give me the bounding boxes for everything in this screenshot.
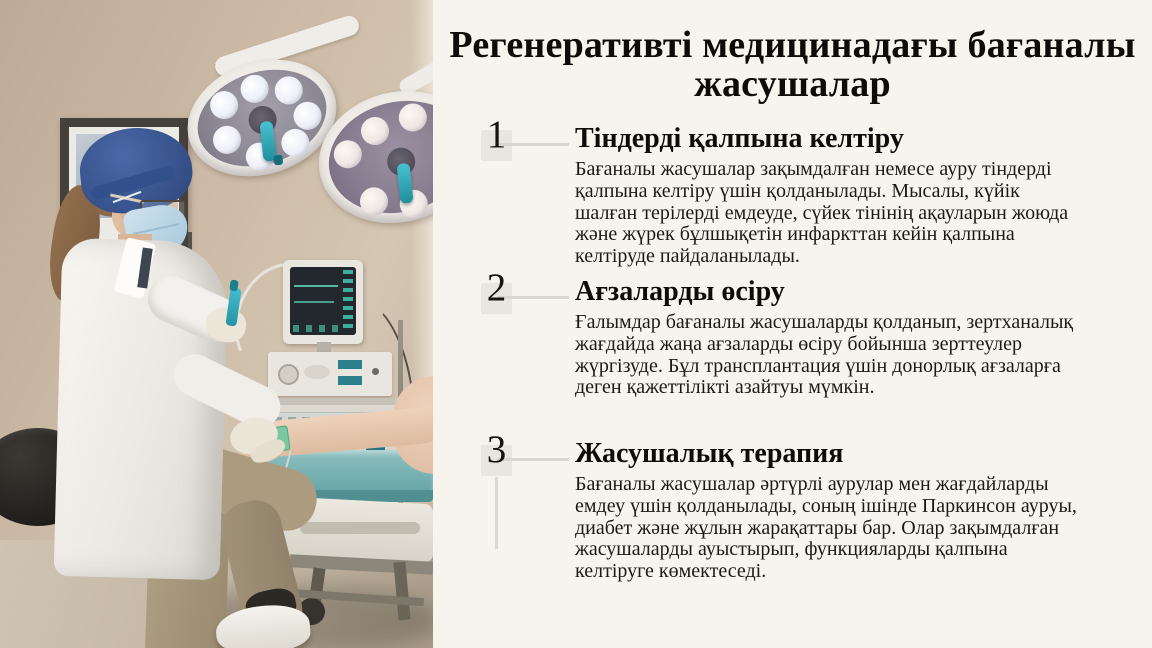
monitor-buttons-row: [293, 325, 340, 332]
timeline-section-3: [433, 428, 1152, 583]
section-number: 3: [486, 428, 507, 471]
device-label: [338, 360, 362, 369]
monitor-readouts: [343, 270, 353, 332]
monitor-screen: [290, 267, 356, 335]
patient-monitor: [283, 260, 363, 344]
medical-device: [268, 352, 392, 396]
slide-title: Регенеративті медицинадағы бағаналы жасушалар: [449, 24, 1136, 105]
section-heading: Ағзаларды өсіру: [575, 276, 785, 307]
section-heading: Тіндерді қалпына келтіру: [575, 123, 904, 154]
device-knob: [278, 364, 299, 385]
timeline-section-2: [433, 266, 1152, 439]
cart-shelf: [260, 398, 400, 405]
timeline-section-1: [433, 113, 1152, 277]
monitor-trace: [294, 301, 334, 303]
section-body: Ғалымдар бағаналы жасушаларды қолданып, зертханалық жағдайда жаңа ағзаларды өсіру бойынша зерттеулер жүргізуде. Бұл трансплантация үшін донорлық ағзаларға деген қажеттілікті азайтуы мүмкін.: [575, 311, 1074, 399]
section-number: 2: [486, 266, 507, 309]
section-text: [575, 439, 1080, 583]
section-text: [575, 124, 1080, 268]
operating-room-photo: [0, 0, 433, 648]
section-heading: Жасушалық терапия: [575, 438, 844, 469]
connector-vertical-line: [495, 477, 498, 549]
device-button: [372, 368, 379, 375]
section-body: Бағаналы жасушалар әртүрлі аурулар мен жағдайларды емдеу үшін қолданылады, соның ішінде Паркинсон ауруы, диабет және жұлын жарақаттары бар. Олар зақымдалған жасушаларды ауыстырып, функцияларды қалпына келтіруге көмектеседі.: [575, 473, 1077, 583]
numbered-timeline: [433, 113, 1152, 583]
device-label: [338, 376, 362, 385]
monitor-trace: [294, 285, 338, 287]
exam-table-slot: [300, 522, 420, 534]
section-number: 1: [486, 113, 507, 156]
device-vent: [304, 365, 330, 379]
section-text: [575, 277, 1080, 399]
lamp-handle-tip: [273, 155, 283, 166]
section-body: Бағаналы жасушалар зақымдалған немесе ауру тіндерді қалпына келтіру үшін қолданылады. Мысалы, күйік шалған терілерді емдеуде, сүйек тінінің ақауларын жоюда және жүрек бұлшықетін инфаркттан кейін қалпына келтіруде пайдаланылады.: [575, 158, 1069, 268]
slide-content-panel: [433, 0, 1152, 648]
